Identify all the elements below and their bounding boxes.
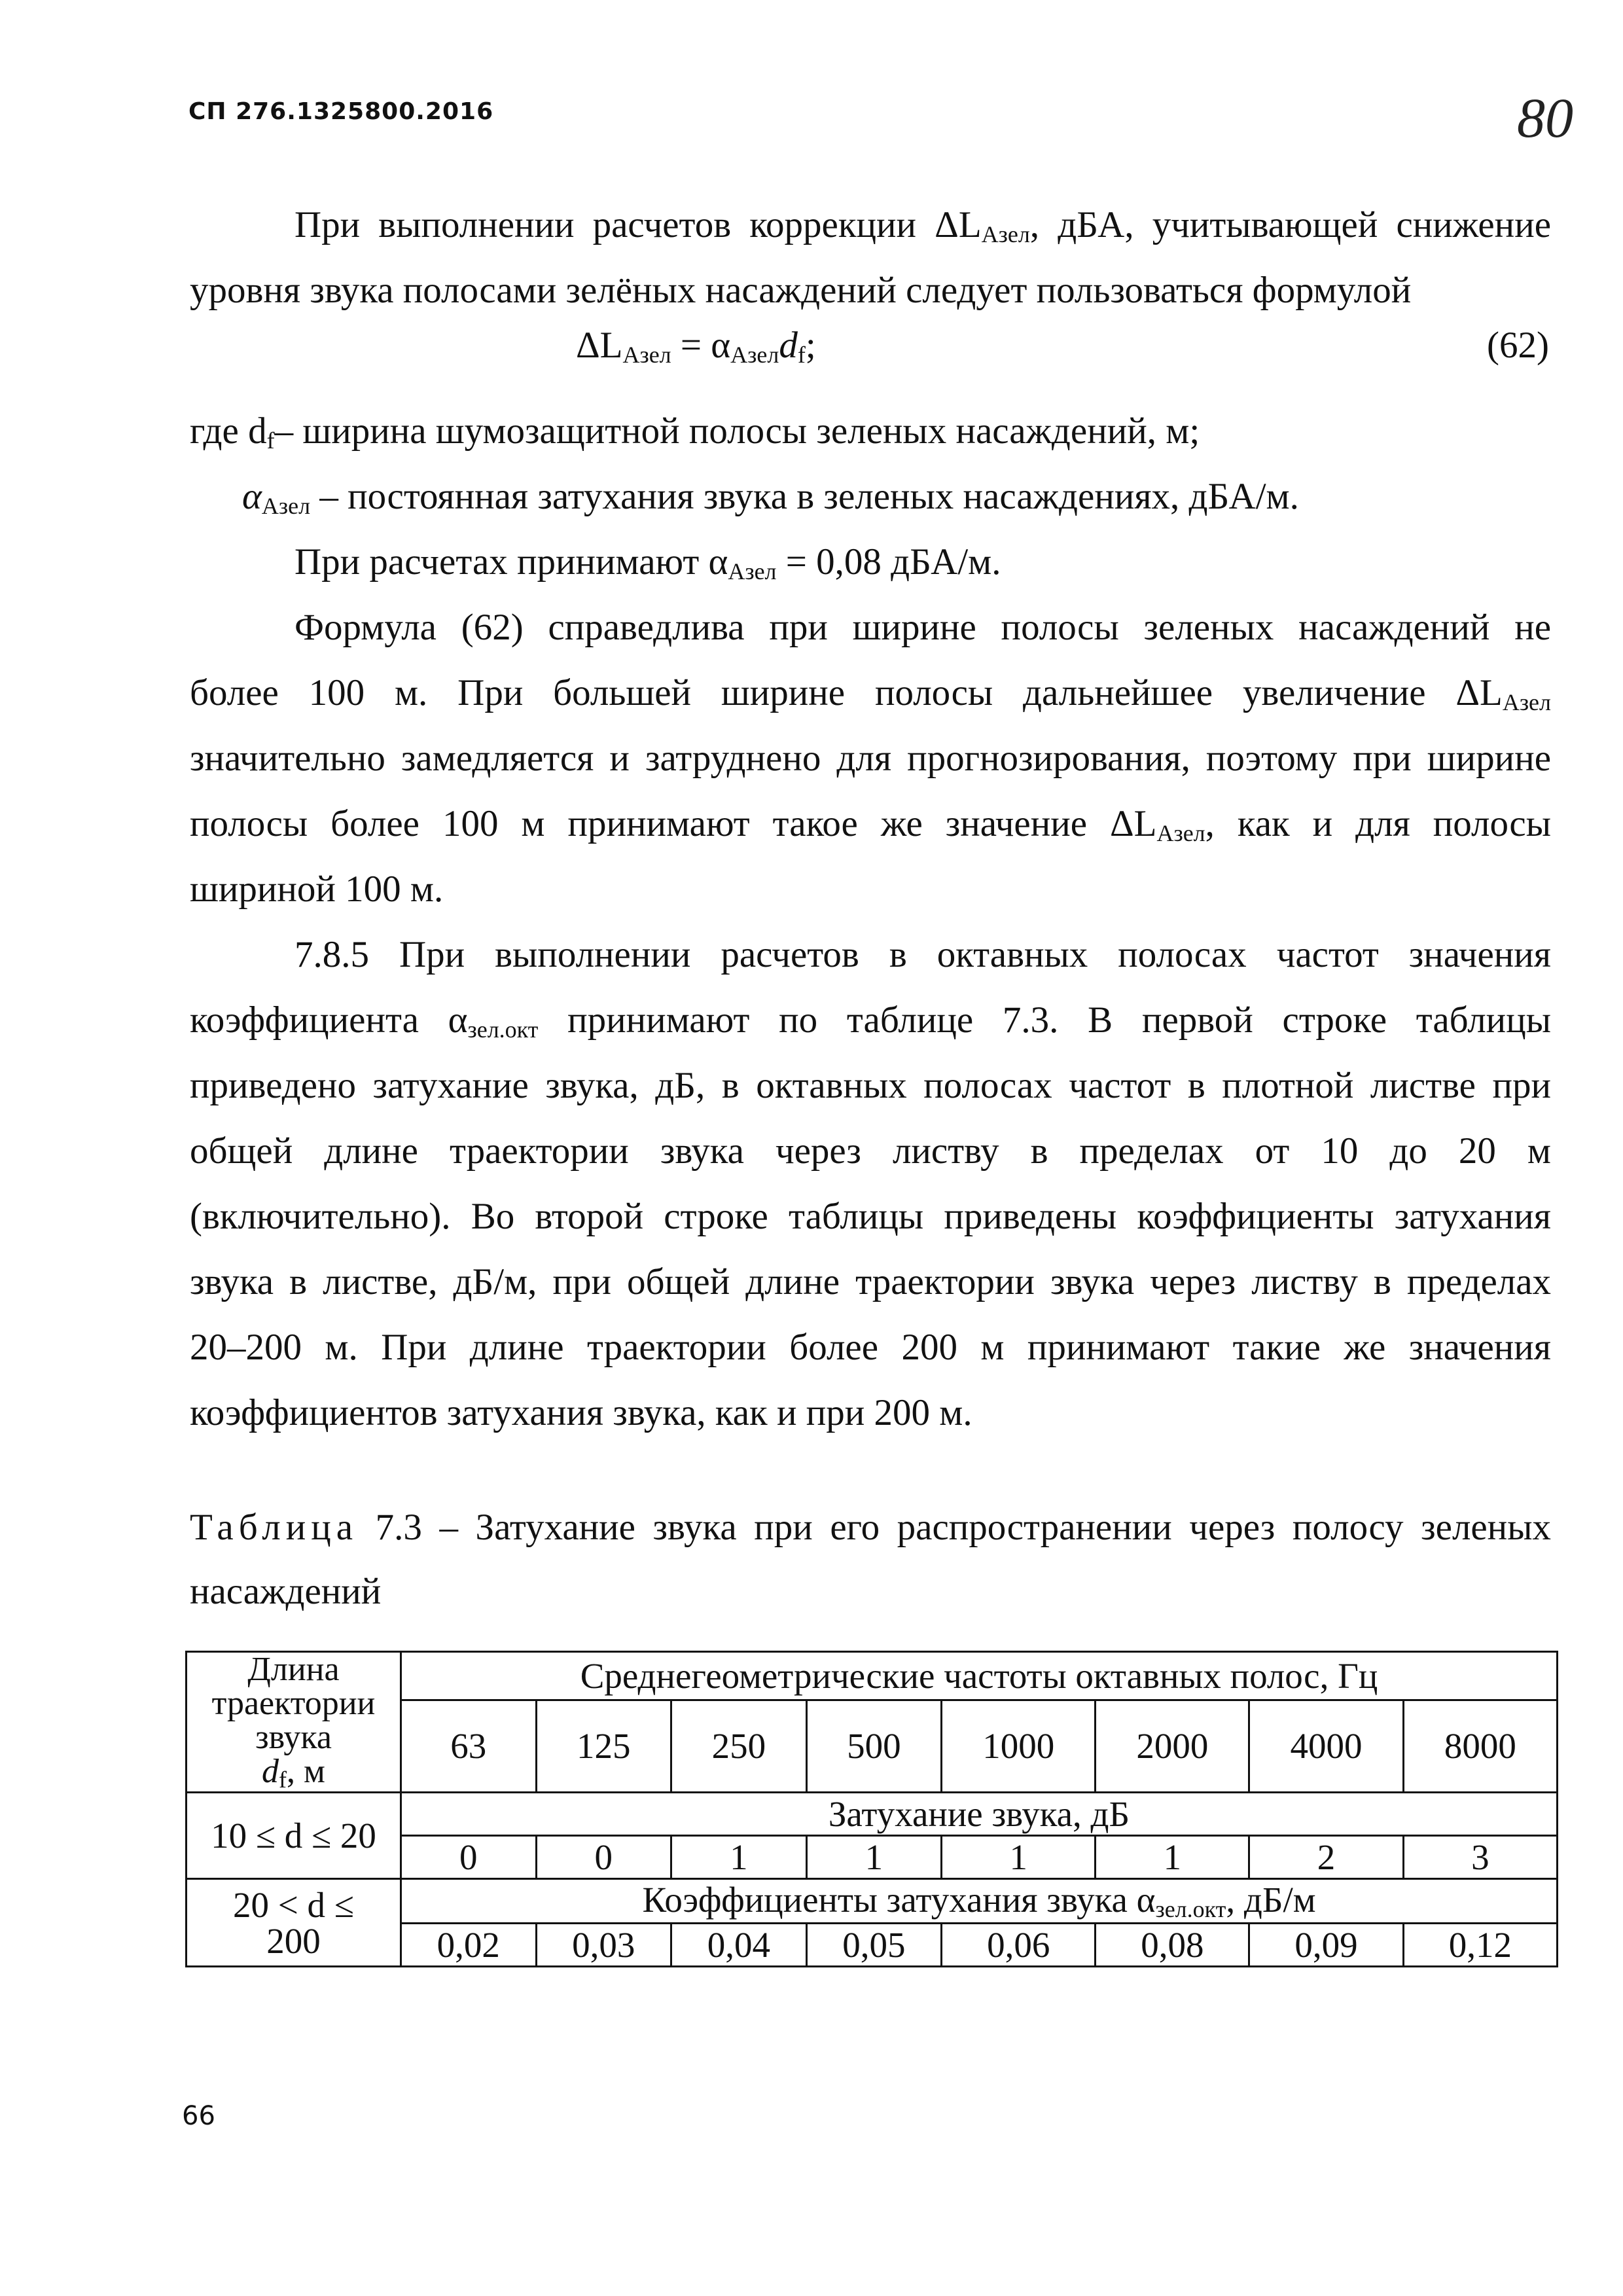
paragraph-3-line-3: приведено затухание звука, дБ, в октавных полосах частот в плотной листве при xyxy=(190,1065,1551,1106)
value-cell: 1 xyxy=(942,1836,1096,1879)
freq-cell: 125 xyxy=(536,1700,671,1792)
value-cell: 0,09 xyxy=(1249,1924,1403,1967)
row2-label: 20 < d ≤ 200 xyxy=(187,1879,401,1967)
table-caption-line-1: Таблица 7.3 – Затухание звука при его распространении через полосу зеленых xyxy=(190,1507,1551,1548)
value-cell: 0,12 xyxy=(1403,1924,1557,1967)
row2-title-row xyxy=(187,1879,1558,1924)
accepted-value: При расчетах принимают $\alpha_{Азел} = 0,08$ дБА/м. xyxy=(294,541,1001,584)
formula-expression: $\Delta L_{Азел} = \alpha_{Азел}d_f$; xyxy=(576,325,816,368)
value-cell: 0,03 xyxy=(536,1924,671,1967)
paragraph-2-line-3: значительно замедляется и затруднено для прогнозирования, поэтому при ширине xyxy=(190,738,1551,779)
freq-cell: 500 xyxy=(806,1700,942,1792)
handwritten-page-number: 80 xyxy=(1517,86,1573,149)
value-cell: 3 xyxy=(1403,1836,1557,1879)
freq-cell: 4000 xyxy=(1249,1700,1403,1792)
value-cell: 0,08 xyxy=(1096,1924,1249,1967)
value-cell: 0,05 xyxy=(806,1924,942,1967)
freq-cell: 1000 xyxy=(942,1700,1096,1792)
paragraph-2-line-5: шириной 100 м. xyxy=(190,869,444,910)
freq-cell: 8000 xyxy=(1403,1700,1557,1792)
paragraph-3-line-6: звука в листве, дБ/м, при общей длине траектории звука через листву в пределах xyxy=(190,1261,1551,1302)
table-header-row xyxy=(187,1652,1558,1700)
value-cell: 0 xyxy=(536,1836,671,1879)
freq-cell: 2000 xyxy=(1096,1700,1249,1792)
paragraph-2-line-1: Формула (62) справедлива при ширине полосы зеленых насаждений не xyxy=(294,607,1551,648)
value-cell: 1 xyxy=(806,1836,942,1879)
value-cell: 0 xyxy=(401,1836,537,1879)
col-header-frequencies: Среднегеометрические частоты октавных полос, Гц xyxy=(401,1652,1558,1700)
table-caption-line-2: насаждений xyxy=(190,1571,382,1612)
paragraph-2-line-2: более 100 м. При большей ширине полосы дальнейшее увеличение $\Delta L_{Азел}$ xyxy=(190,672,1551,715)
col-header-path-length: Длина траектории звука $d_f$, м xyxy=(187,1652,401,1793)
freq-cell: 63 xyxy=(401,1700,537,1792)
paragraph-3-line-8: коэффициентов затухания звука, как и при 200 м. xyxy=(190,1392,972,1433)
row1-label: 10 ≤ d ≤ 20 xyxy=(187,1793,401,1879)
paragraph-3-line-4: общей длине траектории звука через листву в пределах от 10 до 20 м xyxy=(190,1130,1551,1172)
freq-cell: 250 xyxy=(671,1700,807,1792)
value-cell: 1 xyxy=(671,1836,807,1879)
formula-number: (62) xyxy=(1487,325,1549,366)
row2-title: Коэффициенты затухания звука $\alpha_{зел.окт}$, дБ/м xyxy=(401,1879,1558,1924)
where-definition-df: где $d_f-$ ширина шумозащитной полосы зеленых насаждений, м; xyxy=(190,410,1200,454)
paragraph-3-line-1: 7.8.5 При выполнении расчетов в октавных полосах частот значения xyxy=(294,934,1551,975)
paragraph-3-line-2: коэффициента $\alpha_{зел.окт}$ принимают по таблице 7.3. В первой строке таблицы xyxy=(190,999,1551,1043)
value-cell: 0,06 xyxy=(942,1924,1096,1967)
value-cell: 0,02 xyxy=(401,1924,537,1967)
document-code: СП 276.1325800.2016 xyxy=(188,98,494,125)
value-cell: 2 xyxy=(1249,1836,1403,1879)
where-definition-alpha: $\alpha_{Азел}$ – постоянная затухания звука в зеленых насаждениях, дБА/м. xyxy=(242,476,1299,519)
attenuation-table xyxy=(185,1651,1558,1967)
paragraph-2-line-4: полосы более 100 м принимают такое же значение $\Delta L_{Азел}$, как и для полосы xyxy=(190,803,1551,846)
row1-title-row xyxy=(187,1793,1558,1836)
page-number: 66 xyxy=(182,2101,215,2131)
row1-title: Затухание звука, дБ xyxy=(401,1793,1558,1836)
value-cell: 1 xyxy=(1096,1836,1249,1879)
paragraph-1-line-2: уровня звука полосами зелёных насаждений следует пользоваться формулой xyxy=(190,270,1412,311)
paragraph-1-line-1: При выполнении расчетов коррекции $\Delta L_{Азел}$, дБА, учитывающей снижение xyxy=(294,204,1551,247)
paragraph-3-line-7: 20–200 м. При длине траектории более 200 м принимают такие же значения xyxy=(190,1327,1551,1368)
paragraph-3-line-5: (включительно). Во второй строке таблицы приведены коэффициенты затухания xyxy=(190,1196,1551,1237)
value-cell: 0,04 xyxy=(671,1924,807,1967)
